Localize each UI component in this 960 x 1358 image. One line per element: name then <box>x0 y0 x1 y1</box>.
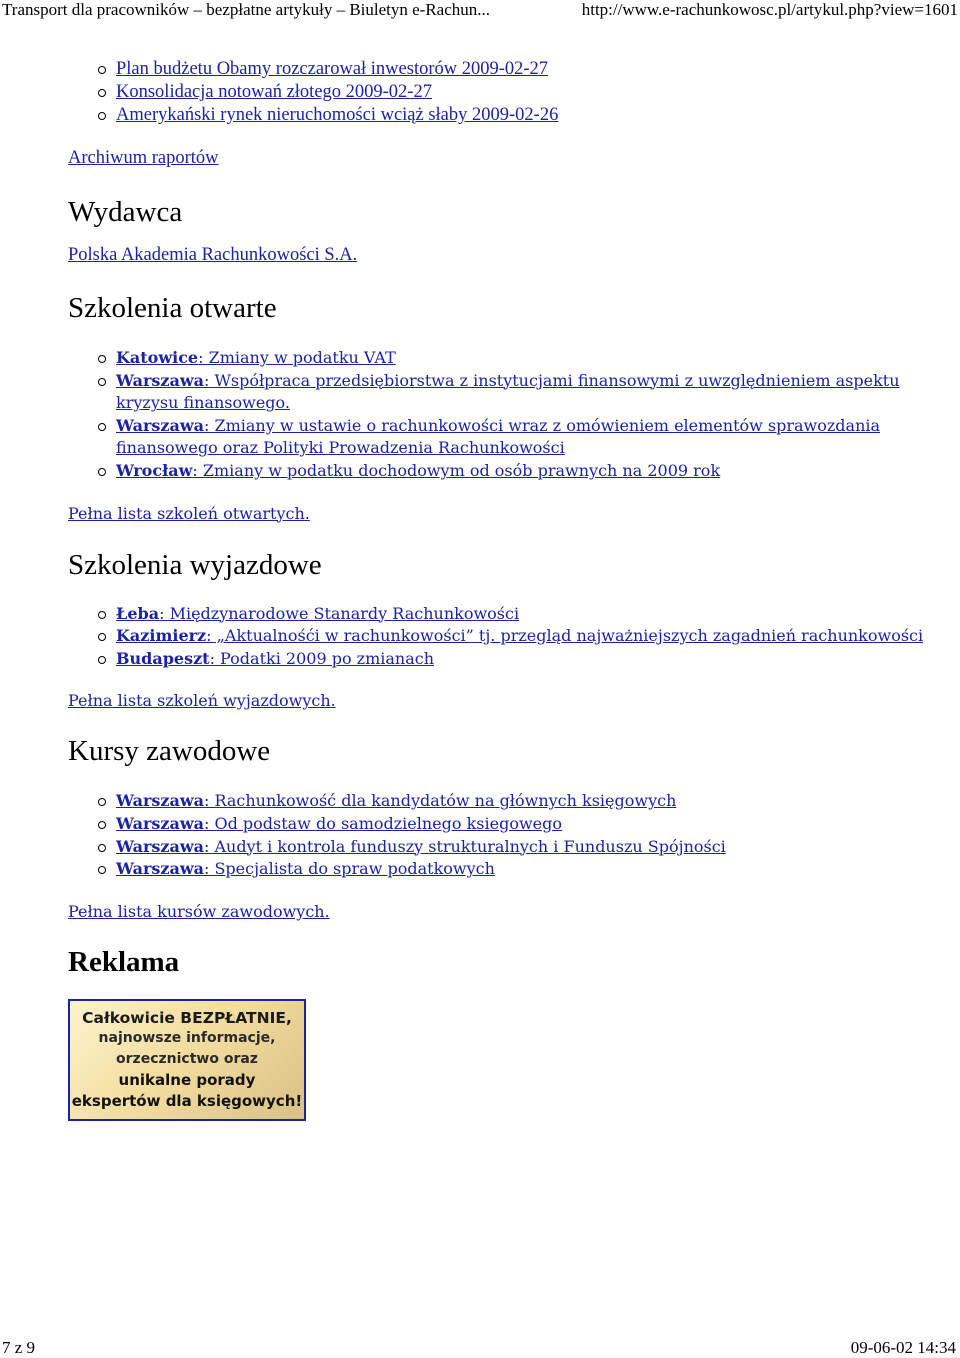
page-number: 7 z 9 <box>2 1338 36 1357</box>
courses-list <box>68 790 928 880</box>
training-link[interactable] <box>116 461 720 480</box>
training-link[interactable] <box>116 416 880 458</box>
courses-heading: Kursy zawodowe <box>68 735 271 768</box>
course-title: : Od podstaw do samodzielnego ksiegowego <box>203 813 563 833</box>
report-link[interactable]: Plan budżetu Obamy rozczarował inwestorów 2009-02-27 <box>116 59 549 79</box>
away-trainings-full-list-link[interactable]: Pełna lista szkoleń wyjazdowych. <box>68 691 336 711</box>
reports-archive-link[interactable]: Archiwum raportów <box>68 148 219 168</box>
city-label: Warszawa <box>116 791 204 811</box>
list-item <box>116 603 928 626</box>
city-label: Warszawa <box>116 415 204 435</box>
list-item <box>116 625 928 648</box>
print-header <box>0 0 960 24</box>
course-title: : Specjalista do spraw podatkowych <box>203 859 495 879</box>
course-title: : Rachunkowość dla kandydatów na głównych księgowych <box>203 791 677 811</box>
course-link[interactable] <box>116 837 726 856</box>
list-item <box>116 347 928 370</box>
ad-banner-text <box>70 1009 304 1112</box>
course-link[interactable] <box>116 859 495 878</box>
city-label: Wrocław <box>116 460 193 480</box>
list-item <box>116 58 928 81</box>
print-page-url: http://www.e-rachunkowosc.pl/artykul.php?view=1601 <box>581 0 958 19</box>
report-link[interactable]: Konsolidacja notowań złotego 2009-02-27 <box>116 82 432 102</box>
ad-banner-link[interactable] <box>68 999 310 1121</box>
page-content <box>68 56 928 1121</box>
city-label: Warszawa <box>116 813 204 833</box>
report-link[interactable]: Amerykański rynek nieruchomości wciąż słaby 2009-02-26 <box>116 105 559 125</box>
training-title: : Współpraca przedsiębiorstwa z instytucjami finansowymi z uwzględnieniem aspektu kryzysu finansowego. <box>116 370 900 413</box>
open-trainings-full-list-link[interactable]: Pełna lista szkoleń otwartych. <box>68 503 310 523</box>
training-link[interactable] <box>116 348 396 367</box>
ad-banner-line: orzecznictwo oraz <box>116 1050 258 1067</box>
publisher-link[interactable]: Polska Akademia Rachunkowości S.A. <box>68 245 358 265</box>
training-link[interactable] <box>116 371 900 413</box>
training-link[interactable] <box>116 626 923 645</box>
city-label: Warszawa <box>116 859 204 879</box>
ads-heading: Reklama <box>68 945 180 978</box>
list-item <box>116 415 928 460</box>
city-label: Warszawa <box>116 836 204 856</box>
list-item <box>116 460 928 483</box>
course-link[interactable] <box>116 791 676 810</box>
city-label: Warszawa <box>116 370 204 390</box>
list-item <box>116 104 928 127</box>
city-label: Katowice <box>116 348 199 367</box>
print-footer <box>0 1338 960 1358</box>
list-item <box>116 81 928 104</box>
course-link[interactable] <box>116 814 562 833</box>
list-item <box>116 370 928 415</box>
training-link[interactable] <box>116 649 434 668</box>
city-label: Kazimierz <box>116 626 207 646</box>
list-item <box>116 836 928 859</box>
city-label: Budapeszt <box>116 648 210 668</box>
ad-banner-line: unikalne porady <box>118 1070 256 1089</box>
print-page-title: Transport dla pracowników – bezpłatne artykuły – Biuletyn e-Rachun... <box>2 0 491 19</box>
print-timestamp: 09-06-02 14:34 <box>850 1338 956 1357</box>
training-title: : „Aktualnośći w rachunkowości” tj. przegląd najważniejszych zagadnień rachunkowości <box>206 626 924 646</box>
ad-banner-line: Całkowicie BEZPŁATNIE, <box>82 1008 292 1027</box>
reports-list <box>68 58 928 127</box>
training-title: : Zmiany w podatku dochodowym od osób prawnych na 2009 rok <box>192 460 721 480</box>
list-item <box>116 790 928 813</box>
list-item <box>116 858 928 881</box>
training-title: : Zmiany w ustawie o rachunkowości wraz z omówieniem elementów sprawozdania finansowego oraz Polityki Prowadzenia Rachunkowości <box>116 415 881 458</box>
open-trainings-list <box>68 347 928 483</box>
ad-banner-line: ekspertów dla księgowych! <box>71 1091 303 1110</box>
away-trainings-list <box>68 603 928 671</box>
away-trainings-heading: Szkolenia wyjazdowe <box>68 548 322 581</box>
courses-full-list-link[interactable]: Pełna lista kursów zawodowych. <box>68 901 330 921</box>
ad-banner <box>68 999 306 1121</box>
training-title: : Podatki 2009 po zmianach <box>209 648 435 668</box>
city-label: Łeba <box>116 603 160 623</box>
ad-banner-line: najnowsze informacje, <box>98 1029 276 1046</box>
training-title: : Międzynarodowe Stanardy Rachunkowości <box>159 603 520 623</box>
list-item <box>116 813 928 836</box>
list-item <box>116 648 928 671</box>
publisher-heading: Wydawca <box>68 196 183 228</box>
training-title: : Zmiany w podatku VAT <box>198 348 396 367</box>
open-trainings-heading: Szkolenia otwarte <box>68 292 277 324</box>
training-link[interactable] <box>116 604 519 623</box>
course-title: : Audyt i kontrola funduszy strukturalnych i Funduszu Spójności <box>203 836 726 856</box>
